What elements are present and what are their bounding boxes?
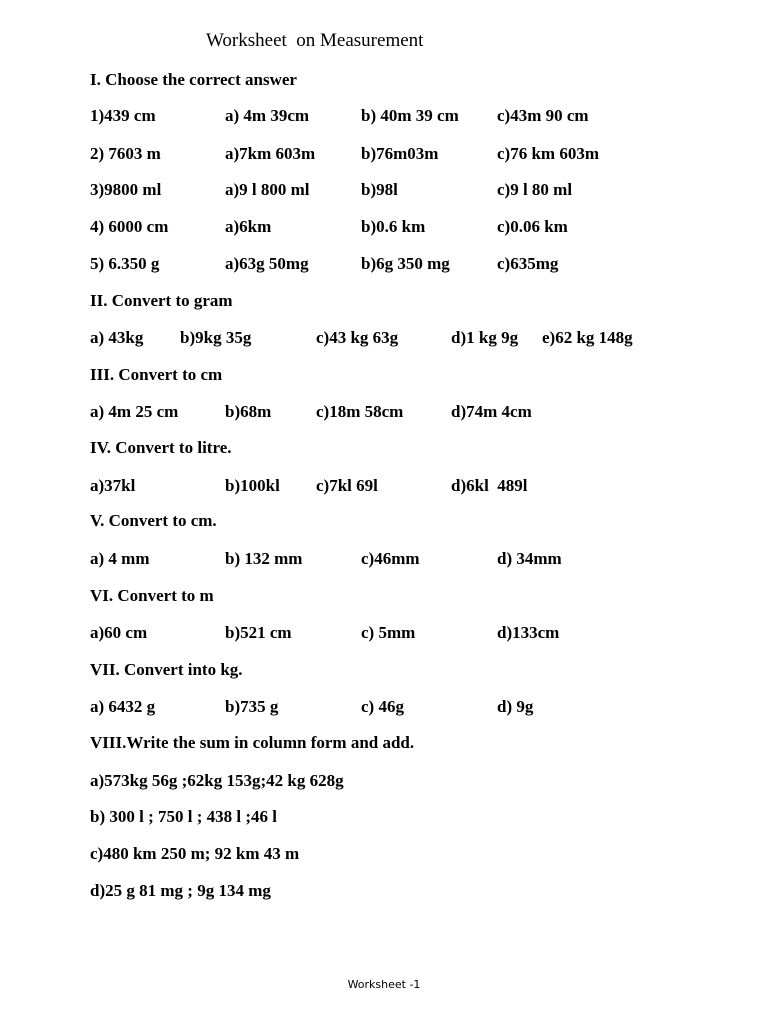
question-item: a)60 cm <box>90 623 148 642</box>
line-text: VII. Convert into kg. <box>90 660 243 679</box>
option-item: c) 5mm <box>361 623 416 642</box>
worksheet-line <box>90 658 750 682</box>
option-item: c)43 kg 63g <box>316 328 399 347</box>
question-row <box>90 142 750 166</box>
option-item: d)6kl 489l <box>451 476 528 495</box>
option-item: b) 132 mm <box>225 549 303 568</box>
worksheet-line <box>90 731 750 755</box>
question-item: a) 4m 25 cm <box>90 402 179 421</box>
option-item: d) 9g <box>497 697 534 716</box>
option-item: a)7km 603m <box>225 144 316 163</box>
option-item: b)521 cm <box>225 623 292 642</box>
line-text: II. Convert to gram <box>90 291 233 310</box>
line-text: c)480 km 250 m; 92 km 43 m <box>90 844 300 863</box>
line-text: III. Convert to cm <box>90 365 223 384</box>
option-item: c)43m 90 cm <box>497 106 589 125</box>
question-item: a) 4 mm <box>90 549 150 568</box>
option-item: b)0.6 km <box>361 217 426 236</box>
option-item: a)6km <box>225 217 272 236</box>
option-item: b)9kg 35g <box>180 328 252 347</box>
worksheet-line <box>90 68 750 92</box>
option-item: d)74m 4cm <box>451 402 532 421</box>
question-row <box>90 178 750 202</box>
question-item: 3)9800 ml <box>90 180 162 199</box>
line-text: IV. Convert to litre. <box>90 438 232 457</box>
question-item: a)37kl <box>90 476 136 495</box>
option-item: c)46mm <box>361 549 420 568</box>
question-item: a) 43kg <box>90 328 144 347</box>
question-row <box>90 400 750 424</box>
worksheet-line <box>90 436 750 460</box>
line-text: V. Convert to cm. <box>90 511 217 530</box>
question-row <box>90 252 750 276</box>
option-item: a)9 l 800 ml <box>225 180 310 199</box>
option-item: e)62 kg 148g <box>542 328 633 347</box>
option-item: c)76 km 603m <box>497 144 599 163</box>
option-item: d) 34mm <box>497 549 562 568</box>
option-item: a) 4m 39cm <box>225 106 310 125</box>
question-row <box>90 474 750 498</box>
option-item: c)18m 58cm <box>316 402 404 421</box>
question-row <box>90 215 750 239</box>
worksheet-line <box>90 363 750 387</box>
option-item: b)735 g <box>225 697 279 716</box>
option-item: c)9 l 80 ml <box>497 180 573 199</box>
option-item: c)7kl 69l <box>316 476 378 495</box>
question-item: 1)439 cm <box>90 106 156 125</box>
option-item: c)635mg <box>497 254 559 273</box>
option-item: c) 46g <box>361 697 404 716</box>
option-item: b)98l <box>361 180 398 199</box>
line-text: a)573kg 56g ;62kg 153g;42 kg 628g <box>90 771 344 790</box>
question-item: 4) 6000 cm <box>90 217 169 236</box>
line-text: b) 300 l ; 750 l ; 438 l ;46 l <box>90 807 277 826</box>
page-footer: Worksheet -1 <box>347 978 421 991</box>
option-item: b) 40m 39 cm <box>361 106 459 125</box>
worksheet-line <box>90 509 750 533</box>
worksheet-line <box>90 805 750 829</box>
question-row <box>90 547 750 571</box>
worksheet-line <box>90 842 750 866</box>
worksheet-line <box>90 879 750 903</box>
line-text: d)25 g 81 mg ; 9g 134 mg <box>90 881 271 900</box>
option-item: b)100kl <box>225 476 280 495</box>
option-item: d)1 kg 9g <box>451 328 519 347</box>
line-text: VI. Convert to m <box>90 586 214 605</box>
worksheet-line <box>90 584 750 608</box>
question-row <box>90 621 750 645</box>
question-item: a) 6432 g <box>90 697 156 716</box>
line-text: VIII.Write the sum in column form and add. <box>90 733 415 752</box>
option-item: b)6g 350 mg <box>361 254 450 273</box>
question-item: 2) 7603 m <box>90 144 161 163</box>
question-row <box>90 104 750 128</box>
question-item: 5) 6.350 g <box>90 254 160 273</box>
question-row <box>90 326 750 350</box>
option-item: d)133cm <box>497 623 560 642</box>
worksheet-title: Worksheet on Measurement <box>206 30 424 51</box>
line-text: I. Choose the correct answer <box>90 70 297 89</box>
question-row <box>90 695 750 719</box>
option-item: b)68m <box>225 402 272 421</box>
option-item: c)0.06 km <box>497 217 568 236</box>
option-item: a)63g 50mg <box>225 254 309 273</box>
worksheet-line <box>90 769 750 793</box>
option-item: b)76m03m <box>361 144 439 163</box>
worksheet-line <box>90 289 750 313</box>
